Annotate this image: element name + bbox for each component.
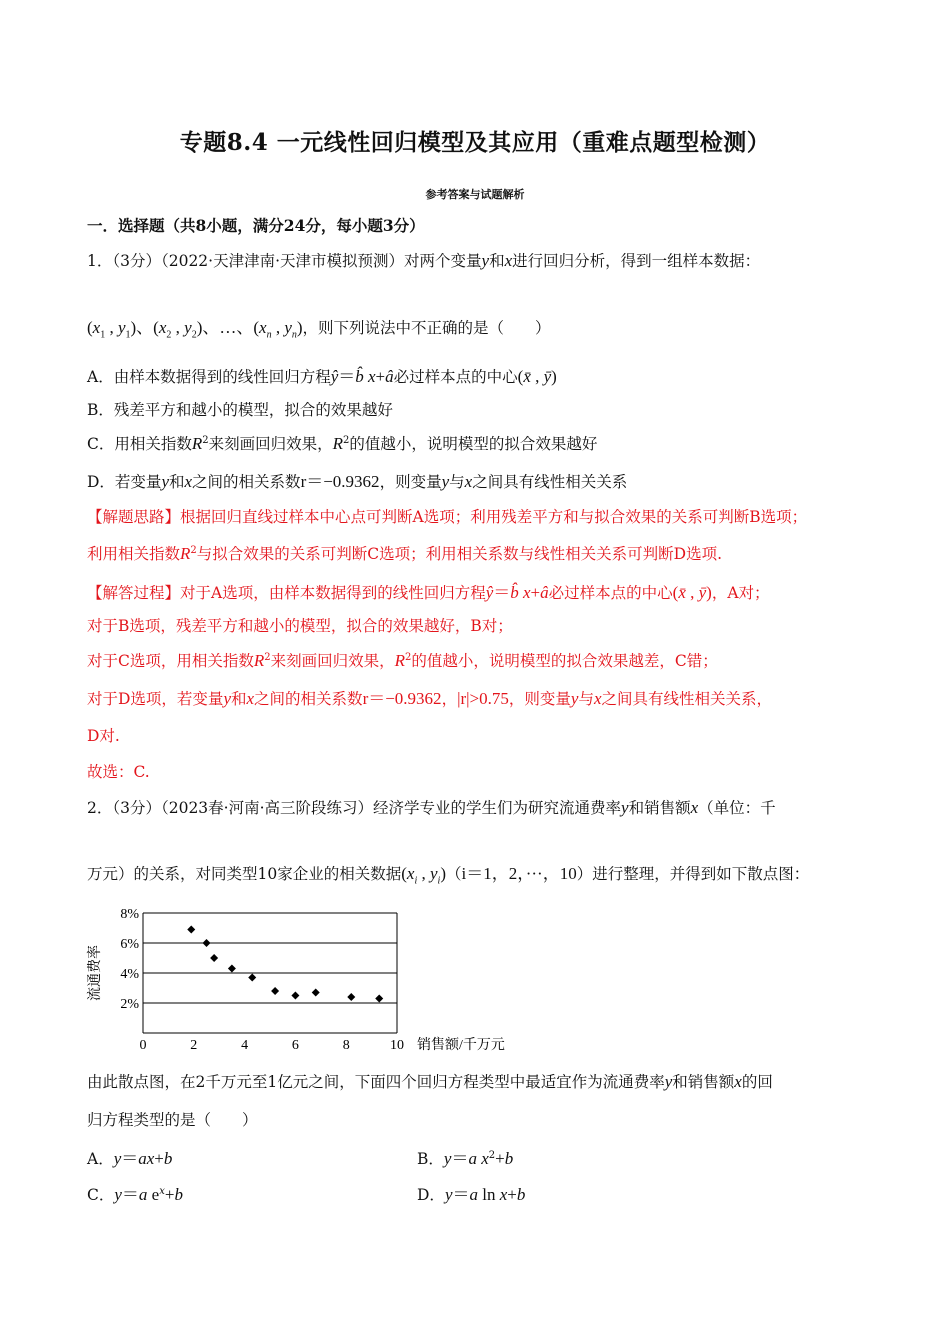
q1-hint-line2: 利用相关指数$R^2$与拟合效果的关系可判断C选项；利用相关系数与线性相关关系可判断D选项. bbox=[87, 544, 722, 563]
q1-stem-line2: ($x_1$ , $y_1$)、($x_2$ , $y_2$)、…、($x_n$ , $y_n$)，则下列说法中不正确的是（ ） bbox=[87, 318, 551, 341]
q1-answer: 故选：C. bbox=[87, 763, 150, 781]
y-tick-label: 8% bbox=[120, 907, 139, 922]
y-tick-label: 4% bbox=[120, 967, 139, 982]
x-tick-label: 6 bbox=[291, 1038, 299, 1053]
page-title: 专题8.4 一元线性回归模型及其应用（重难点题型检测） bbox=[179, 129, 771, 156]
y-tick-label: 2% bbox=[120, 997, 139, 1012]
q2-option-c: C．y＝a $e^x+b$ bbox=[87, 1185, 183, 1204]
q1-hint-line1: 【解题思路】根据回归直线过样本中心点可判断A选项；利用残差平方和与拟合效果的关系可判断B选项； bbox=[87, 508, 808, 526]
q2-option-b: B．y＝a $x^2+b$ bbox=[417, 1149, 514, 1168]
data-point bbox=[291, 992, 299, 1000]
x-tick-label: 4 bbox=[241, 1038, 249, 1053]
q2-option-d: D．y＝a ln x+b bbox=[417, 1185, 526, 1204]
x-axis-label: 销售额/千万元 bbox=[417, 1038, 505, 1053]
q1-process-line1: 【解答过程】对于A选项，由样本数据得到的线性回归方程ŷ＝b̂ x+â必过样本点的中心(x̄ , ȳ)，A对； bbox=[87, 583, 770, 602]
y-axis-label: 流通费率 bbox=[88, 945, 103, 1001]
data-point bbox=[248, 974, 256, 982]
data-point bbox=[312, 989, 320, 997]
data-point bbox=[375, 995, 383, 1003]
data-point bbox=[228, 965, 236, 973]
q2-stem-line1: 2．（3分）（2023春·河南·高三阶段练习）经济学专业的学生们为研究流通费率y和销售额x（单位：千 bbox=[87, 798, 776, 817]
q1-stem-line1: 1．（3分）（2022·天津津南·天津市模拟预测）对两个变量y和x进行回归分析，得到一组样本数据： bbox=[87, 251, 761, 270]
q1-process-line3: 对于C选项，用相关指数$R^2$来刻画回归效果，$R^2$的值越小，说明模型的拟合效果越差，C错； bbox=[87, 651, 718, 670]
data-point bbox=[210, 954, 218, 962]
x-tick-label: 10 bbox=[390, 1038, 404, 1053]
q2-option-a: A．y＝ax+b bbox=[87, 1149, 173, 1168]
page-subtitle: 参考答案与试题解析 bbox=[425, 188, 525, 201]
data-point bbox=[347, 993, 355, 1001]
scatter-chart bbox=[85, 900, 535, 1060]
data-point bbox=[187, 926, 195, 934]
data-point bbox=[271, 987, 279, 995]
q1-process-line4: 对于D选项，若变量y和x之间的相关系数r＝−0.9362，|r|>0.75，则变量y与x之间具有线性相关关系， bbox=[87, 689, 773, 708]
section-heading: 一．选择题（共8小题，满分24分，每小题3分） bbox=[87, 216, 425, 235]
q1-option-c: C．用相关指数$R^2$来刻画回归效果，$R^2$的值越小，说明模型的拟合效果越好 bbox=[87, 434, 598, 453]
y-tick-label: 6% bbox=[120, 937, 139, 952]
data-point bbox=[203, 939, 211, 947]
x-tick-label: 2 bbox=[190, 1038, 198, 1053]
q1-option-d: D．若变量y和x之间的相关系数r＝−0.9362，则变量y与x之间具有线性相关关系 bbox=[87, 472, 628, 491]
q1-process-line2: 对于B选项，残差平方和越小的模型，拟合的效果越好，B对； bbox=[87, 617, 513, 635]
q2-after-line2: 归方程类型的是（ ） bbox=[87, 1111, 258, 1129]
x-tick-label: 0 bbox=[139, 1038, 147, 1053]
q1-option-b: B．残差平方和越小的模型，拟合的效果越好 bbox=[87, 401, 393, 419]
q1-option-a: A．由样本数据得到的线性回归方程ŷ＝b̂ x+â必过样本点的中心(x̄ , ȳ) bbox=[87, 367, 557, 386]
q1-process-line5: D对. bbox=[87, 727, 120, 745]
x-tick-label: 8 bbox=[342, 1038, 350, 1053]
q2-stem-line2: 万元）的关系，对同类型10家企业的相关数据($x_i$ , $y_i)(i=1$，2，···，10）进行整理，并得到如下散点图： bbox=[87, 864, 810, 887]
q2-after-line1: 由此散点图，在2千万元至1亿元之间，下面四个回归方程类型中最适宜作为流通费率y和销售额x的回 bbox=[87, 1072, 773, 1091]
